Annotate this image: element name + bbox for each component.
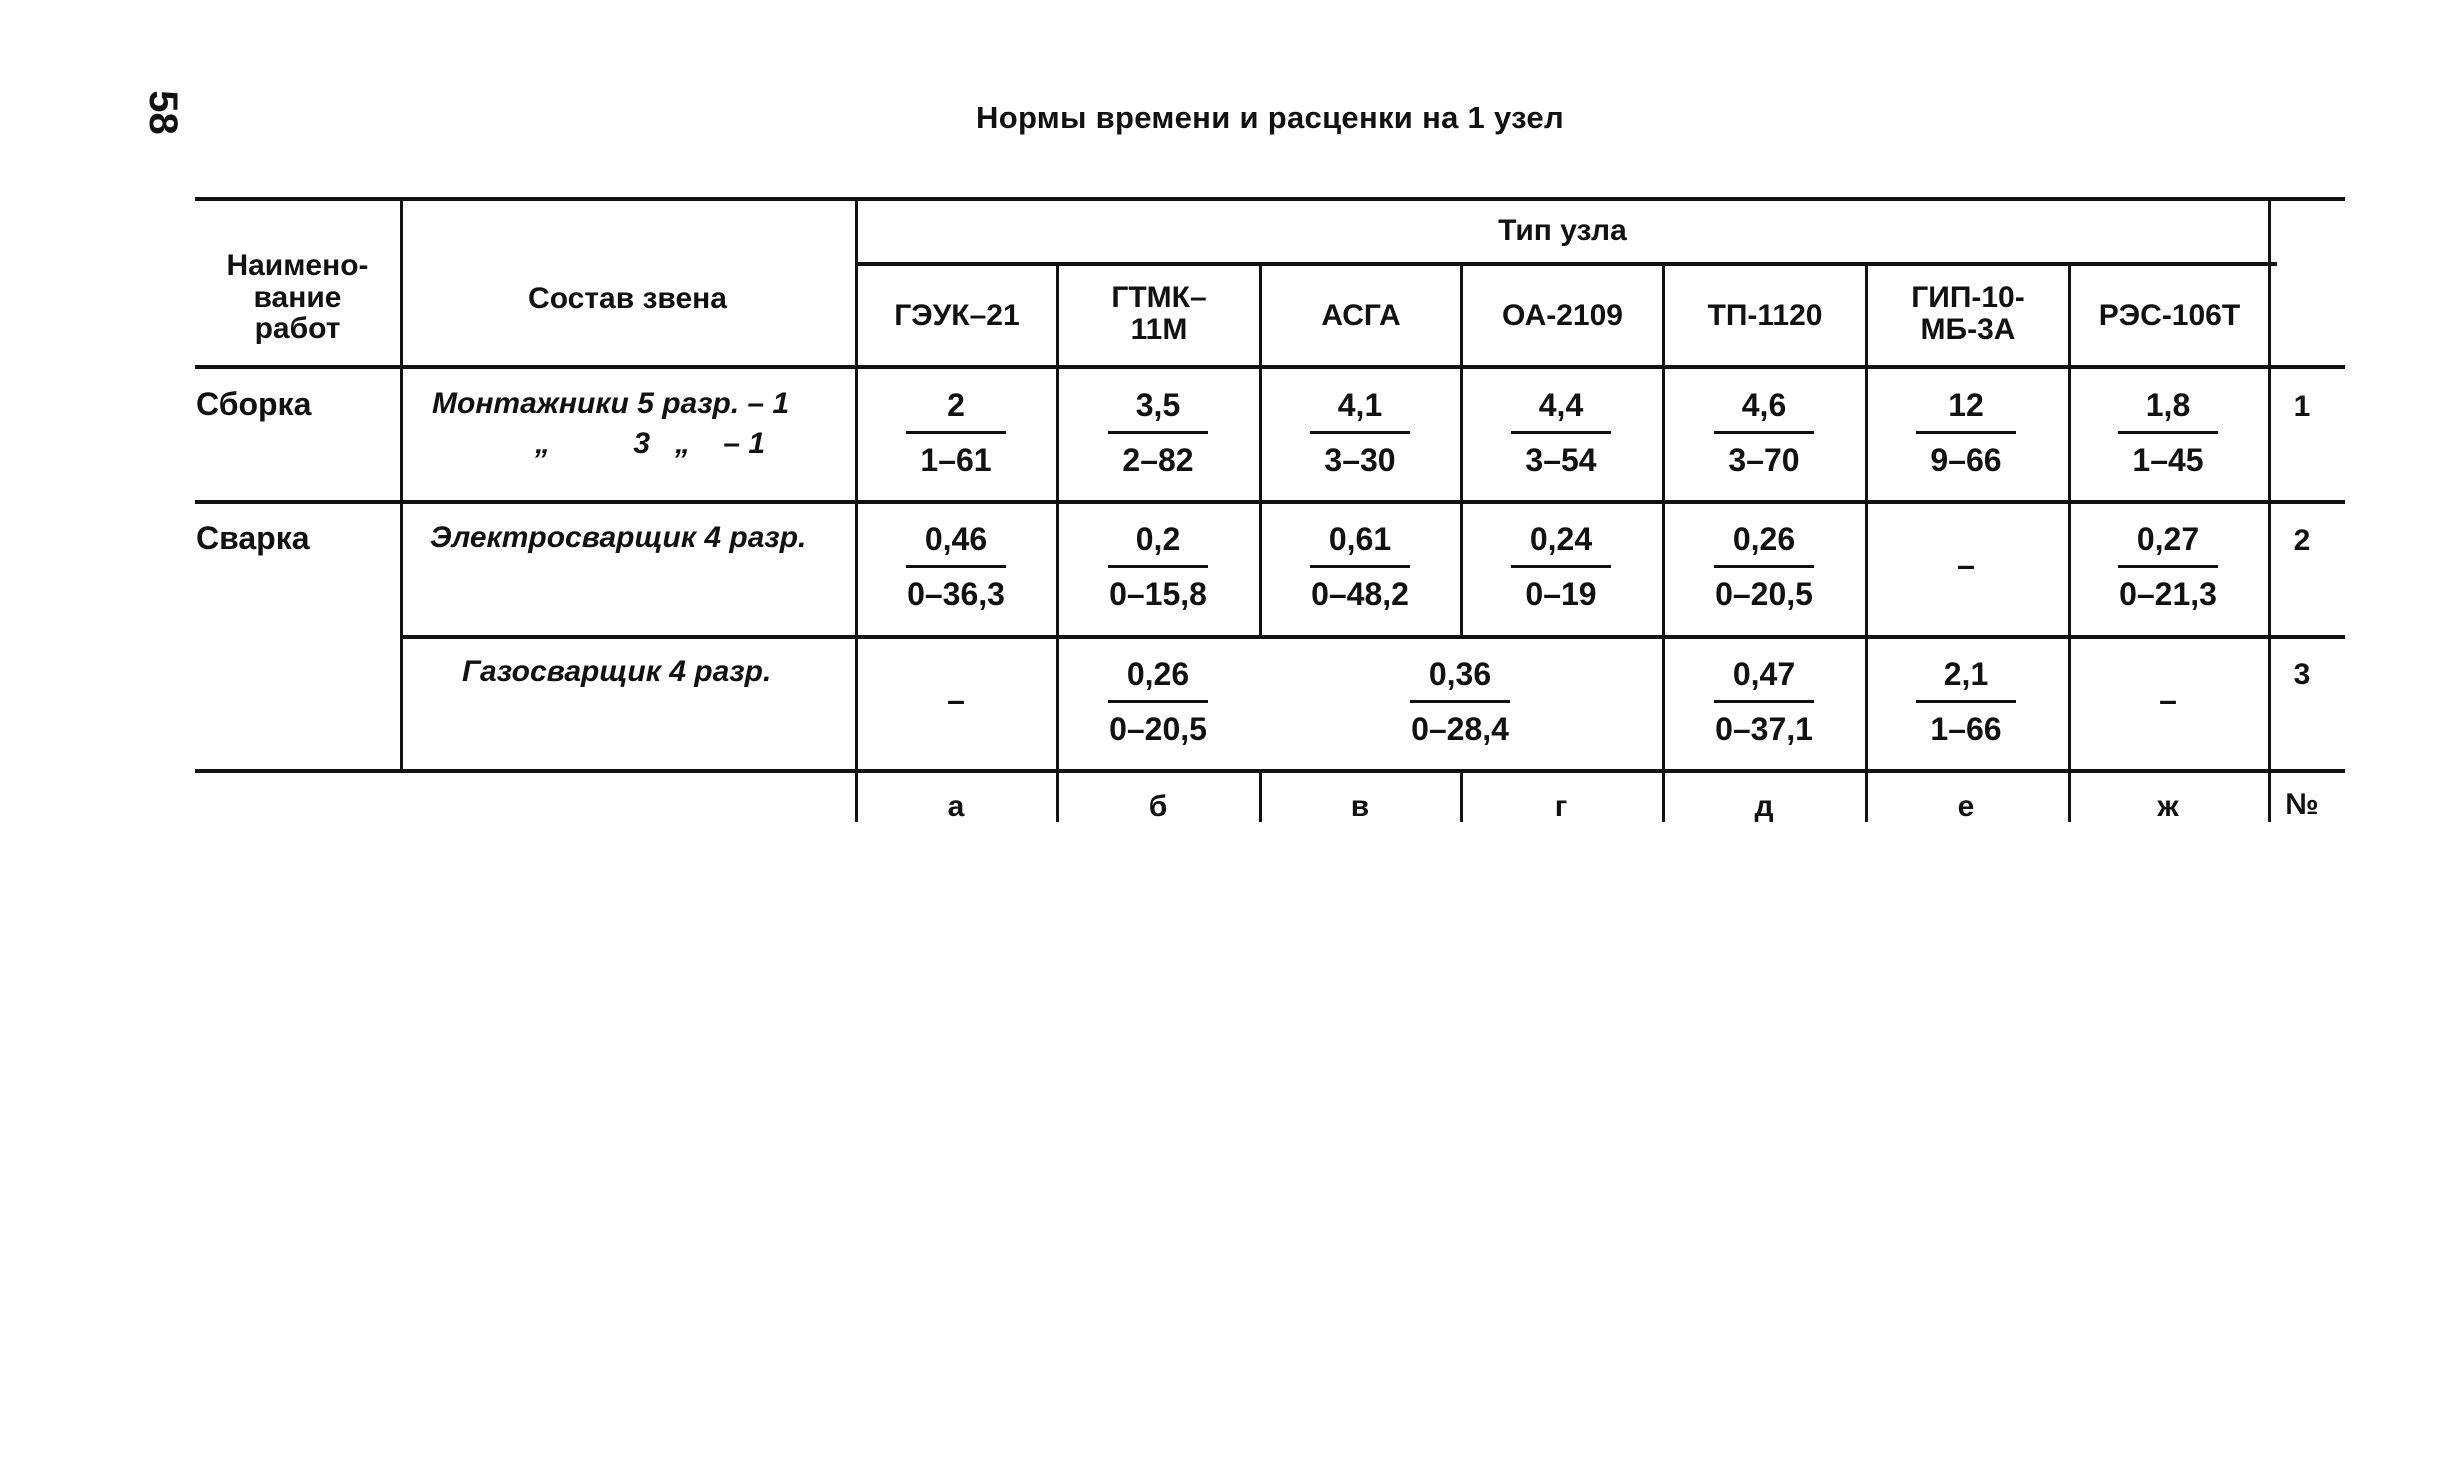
row2-cell-d: 0,24 0–19: [1461, 519, 1661, 614]
row1-cell-c: 4,1 3–30: [1260, 385, 1460, 480]
col-divider-work: [400, 197, 403, 769]
table-top-rule: [195, 197, 2345, 201]
row2-cell-c: 0,61 0–48,2: [1311, 521, 1409, 612]
header-bottom-rule: [195, 365, 2345, 369]
header-crew: Состав звена: [528, 282, 727, 315]
row1-cell-b: 3,5 2–82: [1058, 385, 1258, 480]
row3-crew-line1: Газосварщик 4 разр.: [462, 655, 772, 688]
header-type-g: РЭС-106Т: [2098, 299, 2241, 332]
header-type-b: ГТМК– 11М: [1111, 281, 1207, 346]
row1-cell-e: 4,6 3–70: [1664, 385, 1864, 480]
row3-cell-e: 0,47 0–37,1: [1715, 656, 1813, 747]
column-letter-f: е: [1957, 790, 1975, 823]
row2-cell-g: 0,27 0–21,3: [2119, 521, 2217, 612]
row3-cell-cd-merged: 0,36 0–28,4: [1411, 656, 1509, 747]
col-divider-number: [2268, 197, 2271, 822]
row1-cell-a: 2 1–61: [856, 385, 1056, 480]
header-type-f: ГИП-10- МБ-3А: [1911, 281, 2025, 346]
row2-crew-line1: Электросварщик 4 разр.: [430, 521, 807, 554]
header-work-name: Наимено- вание работ: [226, 249, 369, 345]
row1-work: Сборка: [196, 386, 312, 422]
row1-cell-d: 4,4 3–54: [1461, 385, 1661, 480]
row1-crew-line2: „ 3 „ – 1: [535, 427, 766, 460]
column-letter-e: д: [1754, 790, 1774, 823]
column-letter-d: г: [1554, 790, 1568, 823]
row2-work: Сварка: [196, 520, 310, 556]
row1-cell-g: 1,8 1–45: [2068, 385, 2268, 480]
header-type-e: ТП-1120: [1707, 299, 1823, 332]
column-letter-a: а: [947, 790, 965, 823]
row3-cell-a-dash: –: [947, 682, 965, 718]
row1-crew-line1: Монтажники 5 разр. – 1: [432, 387, 790, 420]
table-bottom-rule: [195, 769, 2345, 773]
row2-cell-f-dash: –: [1957, 547, 1975, 583]
row2-cell-e: 0,26 0–20,5: [1715, 521, 1813, 612]
header-type-group: Тип узла: [1498, 214, 1627, 247]
row2-bottom-rule: [402, 635, 2345, 639]
row1-number: 1: [2293, 390, 2311, 423]
header-type-c: АСГА: [1321, 299, 1401, 332]
row3-cell-b: 0,26 0–20,5: [1109, 656, 1207, 747]
row2-cell-b: 0,2 0–15,8: [1109, 521, 1207, 612]
row1-cell-f: 12 9–66: [1866, 385, 2066, 480]
row3-cell-g-dash: –: [2159, 682, 2177, 718]
column-letter-c: в: [1350, 790, 1370, 823]
type-header-rule: [857, 262, 2277, 266]
page-number: 58: [140, 90, 185, 135]
header-type-d: ОА-2109: [1502, 299, 1623, 332]
row1-bottom-rule: [195, 500, 2345, 504]
page-title: Нормы времени и расценки на 1 узел: [976, 100, 1564, 135]
row3-cell-f: 2,1 1–66: [1866, 654, 2066, 749]
col-divider-crew: [855, 197, 858, 822]
row2-number: 2: [2293, 524, 2311, 557]
header-type-a: ГЭУК–21: [894, 299, 1020, 332]
row2-cell-a: 0,46 0–36,3: [907, 521, 1005, 612]
column-letter-g: ж: [2157, 790, 2179, 823]
row3-number: 3: [2293, 658, 2311, 691]
number-column-label: №: [2285, 788, 2319, 821]
column-letter-b: б: [1148, 790, 1168, 823]
